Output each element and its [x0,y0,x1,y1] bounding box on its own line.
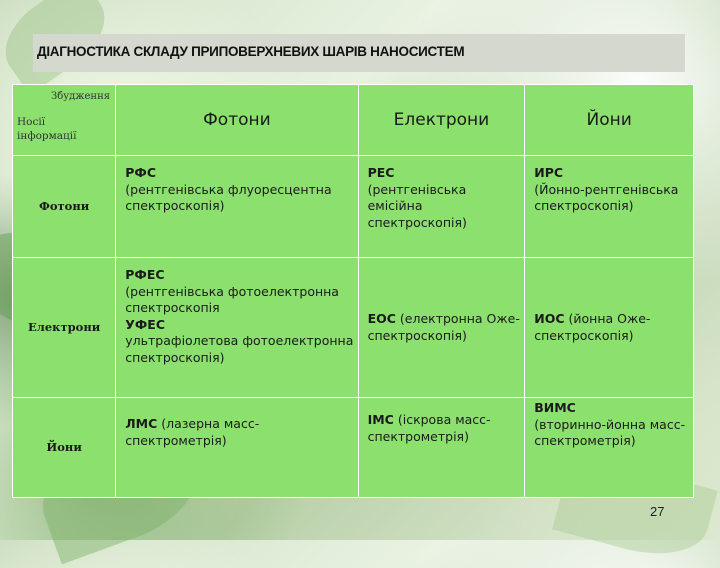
diagnostics-table [12,84,694,498]
method-abbreviation: ИРС [534,165,564,180]
table-cell [116,258,358,398]
table-cell [116,398,358,498]
table-cell [525,398,694,498]
page-number: 27 [650,504,665,519]
method-description: (рентгенівська фотоелектронна спектроскопія [125,283,339,315]
table-cell [525,156,694,258]
method-description: (рентгенівська флуоресцентна спектроскопія) [125,181,332,213]
method-description: (Йонно-рентгенівська спектроскопія) [534,181,679,213]
table-header-row [13,85,694,156]
column-header-photons: Фотони [116,85,358,156]
table-cell [525,258,694,398]
method-description: (електронна Оже-спектроскопія) [367,311,520,343]
table-cell [116,156,358,258]
method-abbreviation: ЛМС [125,416,158,431]
column-header-electrons: Електрони [358,85,525,156]
table-row [13,398,694,498]
row-header-electrons: Електрони [13,258,116,398]
method-description: (вторинно-йонна масс-спектрометрія) [534,416,686,448]
method-description: (рентгенівська емісійна спектроскопія) [367,181,467,230]
method-abbreviation: ЕОС [367,311,396,326]
method-abbreviation: ІМС [367,412,394,427]
method-description: ультрафіолетова фотоелектронна спектроскопія) [125,333,354,365]
method-abbreviation: РЕС [367,165,395,180]
table-row [13,156,694,258]
table-cell [358,258,525,398]
method-abbreviation: ИОС [534,311,565,326]
corner-carriers-label: Носії інформації [17,116,77,142]
method-description: (йонна Оже-спектроскопія) [534,311,651,343]
corner-cell [13,85,116,156]
table-row [13,258,694,398]
method-description: (лазерна масс-спектрометрія) [125,416,260,448]
table-cell [358,156,525,258]
slide-title: ДІАГНОСТИКА СКЛАДУ ПРИПОВЕРХНЕВИХ ШАРІВ НАНОСИСТЕМ [33,34,685,72]
method-entry [534,311,650,343]
method-abbreviation: УФЕС [125,316,166,332]
column-header-ions: Йони [525,85,694,156]
method-abbreviation: ВИМС [534,400,576,415]
row-header-ions: Йони [13,398,116,498]
method-abbreviation: РФС [125,165,156,180]
method-description: (іскрова масс-спектрометрія) [367,412,491,444]
table-cell [358,398,525,498]
method-entry [368,311,520,343]
row-header-photons: Фотони [13,156,116,258]
method-abbreviation: РФЕС [125,267,165,282]
corner-excitation-label: Збудження [51,91,111,102]
